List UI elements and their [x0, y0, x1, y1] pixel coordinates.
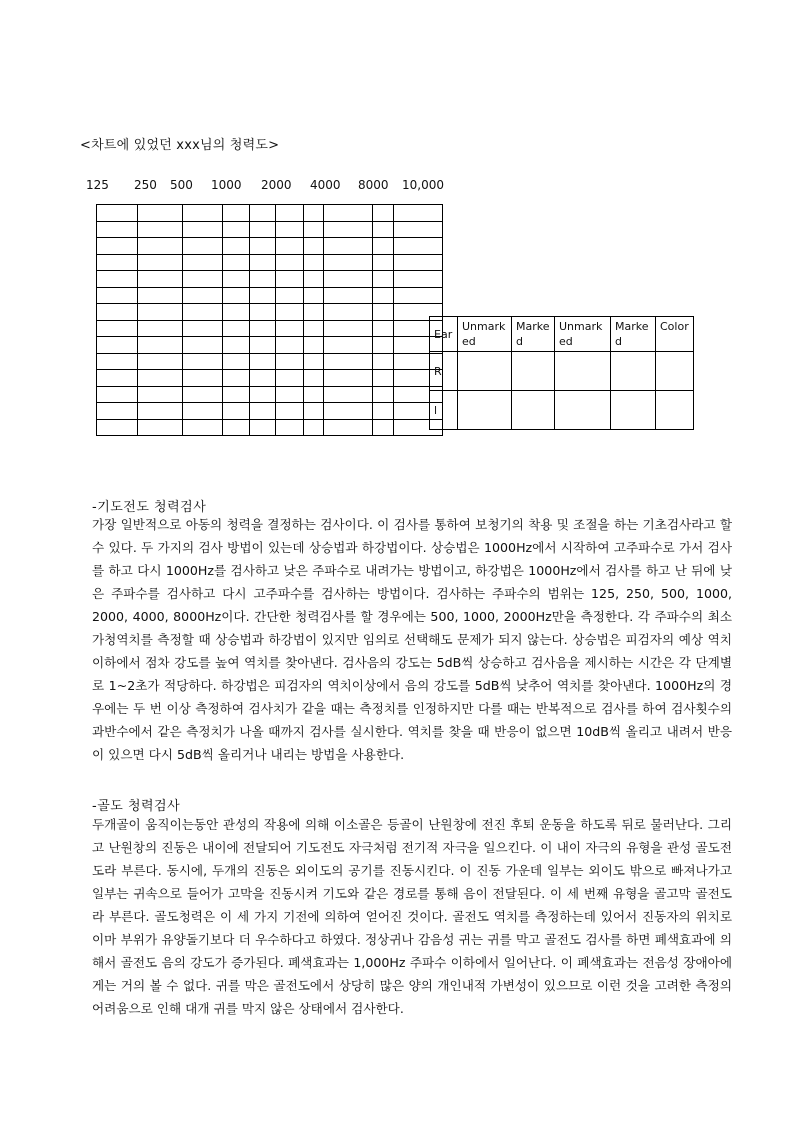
grid-cell — [250, 353, 276, 370]
grid-cell — [223, 370, 250, 387]
grid-cell — [250, 254, 276, 271]
legend-cell — [555, 391, 611, 430]
legend-cell — [656, 352, 694, 391]
grid-cell — [97, 419, 138, 436]
grid-cell — [324, 337, 373, 354]
grid-cell — [223, 419, 250, 436]
grid-cell — [304, 386, 324, 403]
grid-cell — [138, 337, 183, 354]
grid-cell — [138, 205, 183, 222]
grid-cell — [394, 238, 443, 255]
grid-cell — [276, 403, 304, 420]
grid-cell — [394, 254, 443, 271]
grid-cell — [183, 419, 223, 436]
grid-cell — [183, 337, 223, 354]
grid-cell — [276, 419, 304, 436]
frequency-label: 250 — [134, 178, 157, 192]
grid-cell — [183, 221, 223, 238]
grid-cell — [97, 353, 138, 370]
grid-cell — [97, 370, 138, 387]
grid-cell — [250, 271, 276, 288]
grid-cell — [276, 287, 304, 304]
grid-cell — [138, 304, 183, 321]
grid-row — [97, 386, 443, 403]
grid-cell — [324, 403, 373, 420]
grid-cell — [97, 287, 138, 304]
legend-header-unmarked: Unmarked — [555, 317, 611, 352]
grid-cell — [324, 221, 373, 238]
legend-cell — [656, 391, 694, 430]
grid-cell — [183, 370, 223, 387]
grid-cell — [373, 304, 394, 321]
chart-title: <차트에 있었던 xxx님의 청력도> — [80, 138, 280, 153]
grid-cell — [373, 419, 394, 436]
grid-cell — [223, 320, 250, 337]
grid-cell — [250, 304, 276, 321]
grid-cell — [138, 221, 183, 238]
grid-cell — [97, 337, 138, 354]
grid-cell — [183, 304, 223, 321]
grid-row — [97, 337, 443, 354]
grid-cell — [250, 221, 276, 238]
paragraph-air-conduction: 가장 일반적으로 아동의 청력을 결정하는 검사이다. 이 검사를 통하여 보청기의 착용 및 조절을 하는 기초검사라고 할 수 있다. 두 가지의 검사 방법이 있는데 상승법과 하강법이다. 상승법은 1000Hz에서 시작하여 고주파수로 가서 검사를 하고 다시 1000Hz를 검사하고 낮은 주파수로 내려가는 방법이고, 하강법은 1000Hz에서 검사를 하고 난 뒤에 낮은 주파수를 검사하고 다시 고주파수를 검사하는 방법이다. 검사하는 주파수의 범위는 125, 250, 500, 1000, 2000, 4000, 8000Hz이다. 간단한 청력검사를 할 경우에는 500, 1000, 2000Hz만을 측정한다. 각 주파수의 최소가청역치를 측정할 때 상승법과 하강법이 있지만 임의로 선택해도 문제가 되지 않는다. 상승법은 피검자의 예상 역치 이하에서 점차 강도를 높여 역치를 찾아낸다. 검사음의 강도는 5dB씩 상승하고 검사음을 제시하는 시간은 각 단계별로 1~2초가 적당하다. 하강법은 피검자의 역치이상에서 음의 강도를 5dB씩 낮추어 역치를 찾아낸다. 1000Hz의 경우에는 두 번 이상 측정하여 검사치가 같을 때는 측정치를 인정하지만 다를 때는 반복적으로 검사를 하여 검사횟수의 과반수에서 같은 측정치가 나올 때까지 검사를 실시한다. 역치를 찾을 때 반응이 없으면 10dB씩 올리고 내려서 반응이 있으면 다시 5dB씩 올리거나 내리는 방법을 사용한다. — [92, 517, 732, 762]
grid-cell — [138, 287, 183, 304]
grid-cell — [324, 370, 373, 387]
grid-cell — [373, 337, 394, 354]
grid-cell — [183, 320, 223, 337]
grid-row — [97, 403, 443, 420]
grid-cell — [304, 320, 324, 337]
grid-cell — [138, 320, 183, 337]
grid-cell — [276, 337, 304, 354]
grid-cell — [223, 271, 250, 288]
legend-row-left — [430, 391, 694, 430]
frequency-label: 10,000 — [402, 178, 444, 192]
grid-cell — [250, 403, 276, 420]
grid-row — [97, 238, 443, 255]
grid-cell — [276, 271, 304, 288]
grid-cell — [373, 254, 394, 271]
grid-cell — [183, 271, 223, 288]
grid-cell — [373, 403, 394, 420]
grid-cell — [304, 205, 324, 222]
legend-cell — [512, 391, 555, 430]
legend-header-color: Color — [656, 317, 694, 352]
grid-cell — [394, 287, 443, 304]
legend-table — [429, 316, 694, 430]
grid-cell — [250, 238, 276, 255]
section-title-air-conduction: -기도전도 청력검사 — [92, 500, 207, 515]
grid-cell — [304, 238, 324, 255]
grid-cell — [304, 304, 324, 321]
legend-cell — [611, 391, 656, 430]
grid-cell — [276, 353, 304, 370]
grid-cell — [97, 221, 138, 238]
section-title-bone-conduction: -골도 청력검사 — [92, 799, 181, 814]
grid-cell — [183, 205, 223, 222]
grid-cell — [138, 419, 183, 436]
grid-cell — [97, 403, 138, 420]
legend-cell — [555, 352, 611, 391]
grid-cell — [324, 386, 373, 403]
grid-cell — [138, 271, 183, 288]
grid-cell — [304, 337, 324, 354]
legend-cell — [458, 352, 512, 391]
grid-cell — [138, 370, 183, 387]
grid-cell — [183, 403, 223, 420]
grid-cell — [138, 238, 183, 255]
grid-cell — [183, 353, 223, 370]
legend-header-marked: Marked — [512, 317, 555, 352]
legend-row-label: l — [430, 391, 458, 430]
grid-cell — [223, 221, 250, 238]
grid-cell — [304, 403, 324, 420]
grid-cell — [276, 238, 304, 255]
grid-cell — [138, 254, 183, 271]
grid-cell — [324, 304, 373, 321]
grid-row — [97, 205, 443, 222]
grid-cell — [97, 205, 138, 222]
grid-row — [97, 320, 443, 337]
grid-cell — [324, 254, 373, 271]
grid-cell — [97, 304, 138, 321]
grid-cell — [276, 304, 304, 321]
grid-cell — [250, 386, 276, 403]
grid-cell — [373, 205, 394, 222]
grid-cell — [138, 386, 183, 403]
grid-cell — [138, 353, 183, 370]
grid-cell — [223, 304, 250, 321]
grid-cell — [276, 386, 304, 403]
legend-cell — [512, 352, 555, 391]
grid-row — [97, 221, 443, 238]
grid-row — [97, 304, 443, 321]
frequency-label: 500 — [170, 178, 193, 192]
grid-cell — [304, 419, 324, 436]
grid-cell — [250, 370, 276, 387]
grid-cell — [276, 221, 304, 238]
grid-cell — [250, 205, 276, 222]
legend-header-marked: Marked — [611, 317, 656, 352]
grid-cell — [324, 271, 373, 288]
paragraph-bone-conduction: 두개골이 움직이는동안 관성의 작용에 의해 이소골은 등골이 난원창에 전진 후퇴 운동을 하도록 뒤로 물러난다. 그리고 난원창의 진동은 내이에 전달되어 기도전도 자극처럼 전기적 자극을 일으킨다. 이 내이 자극의 유형을 관성 골도전도라 부른다. 동시에, 두개의 진동은 외이도의 공기를 진동시킨다. 이 진동 가운데 일부는 외이도 밖으로 빠져나가고 일부는 귀속으로 들어가 고막을 진동시켜 기도와 같은 경로를 통해 음이 전달된다. 이 세 번째 유형을 골고막 골전도 라 부른다. 골도청력은 이 세 가지 기전에 의하여 얻어진 것이다. 골전도 역치를 측정하는데 있어서 진동자의 위치로 이마 부위가 유양돌기보다 더 우수하다고 하였다. 정상귀나 감음성 귀는 귀를 막고 골전도 검사를 하면 폐색효과에 의해서 골전도 음의 강도가 증가된다. 폐색효과는 1,000Hz 주파수 이하에서 일어난다. 이 폐색효과는 전음성 장애아에게는 거의 볼 수 없다. 귀를 막은 골전도에서 상당히 많은 양의 개인내적 가변성이 있으므로 이런 것을 고려한 측정의 어려움으로 인해 대개 귀를 막지 않은 상태에서 검사한다. — [92, 817, 732, 1016]
grid-cell — [223, 254, 250, 271]
grid-cell — [373, 287, 394, 304]
grid-cell — [97, 238, 138, 255]
legend-cell — [458, 391, 512, 430]
grid-cell — [276, 370, 304, 387]
grid-cell — [223, 386, 250, 403]
grid-cell — [97, 320, 138, 337]
grid-cell — [223, 287, 250, 304]
grid-cell — [223, 353, 250, 370]
legend-header-row — [430, 317, 694, 352]
grid-row — [97, 254, 443, 271]
grid-cell — [223, 205, 250, 222]
grid-cell — [324, 205, 373, 222]
grid-cell — [276, 254, 304, 271]
grid-cell — [394, 205, 443, 222]
grid-cell — [324, 419, 373, 436]
legend-header-ear: Ear — [430, 317, 458, 352]
grid-cell — [304, 287, 324, 304]
grid-cell — [394, 271, 443, 288]
grid-row — [97, 271, 443, 288]
grid-cell — [183, 386, 223, 403]
grid-cell — [276, 320, 304, 337]
grid-row — [97, 353, 443, 370]
grid-cell — [250, 419, 276, 436]
grid-cell — [324, 320, 373, 337]
grid-cell — [304, 221, 324, 238]
grid-row — [97, 419, 443, 436]
grid-cell — [373, 221, 394, 238]
legend-row-right — [430, 352, 694, 391]
grid-cell — [223, 403, 250, 420]
grid-cell — [250, 320, 276, 337]
grid-cell — [304, 353, 324, 370]
grid-row — [97, 370, 443, 387]
frequency-label: 125 — [86, 178, 109, 192]
grid-cell — [250, 337, 276, 354]
grid-cell — [373, 271, 394, 288]
grid-cell — [324, 287, 373, 304]
grid-cell — [373, 370, 394, 387]
grid-cell — [304, 271, 324, 288]
grid-cell — [373, 386, 394, 403]
legend-cell — [611, 352, 656, 391]
frequency-label: 1000 — [211, 178, 242, 192]
grid-cell — [138, 403, 183, 420]
grid-cell — [223, 337, 250, 354]
grid-cell — [394, 221, 443, 238]
grid-cell — [183, 287, 223, 304]
grid-cell — [373, 320, 394, 337]
grid-cell — [223, 238, 250, 255]
grid-cell — [183, 254, 223, 271]
grid-cell — [97, 386, 138, 403]
grid-cell — [276, 205, 304, 222]
grid-cell — [304, 254, 324, 271]
grid-cell — [97, 254, 138, 271]
grid-cell — [250, 287, 276, 304]
grid-row — [97, 287, 443, 304]
legend-row-label: R — [430, 352, 458, 391]
grid-cell — [373, 238, 394, 255]
frequency-label: 8000 — [358, 178, 389, 192]
grid-cell — [373, 353, 394, 370]
grid-cell — [324, 353, 373, 370]
audiogram-grid — [96, 204, 443, 436]
frequency-label: 2000 — [261, 178, 292, 192]
frequency-label: 4000 — [310, 178, 341, 192]
grid-cell — [304, 370, 324, 387]
legend-header-unmarked: Unmarked — [458, 317, 512, 352]
grid-cell — [97, 271, 138, 288]
grid-cell — [183, 238, 223, 255]
grid-cell — [324, 238, 373, 255]
